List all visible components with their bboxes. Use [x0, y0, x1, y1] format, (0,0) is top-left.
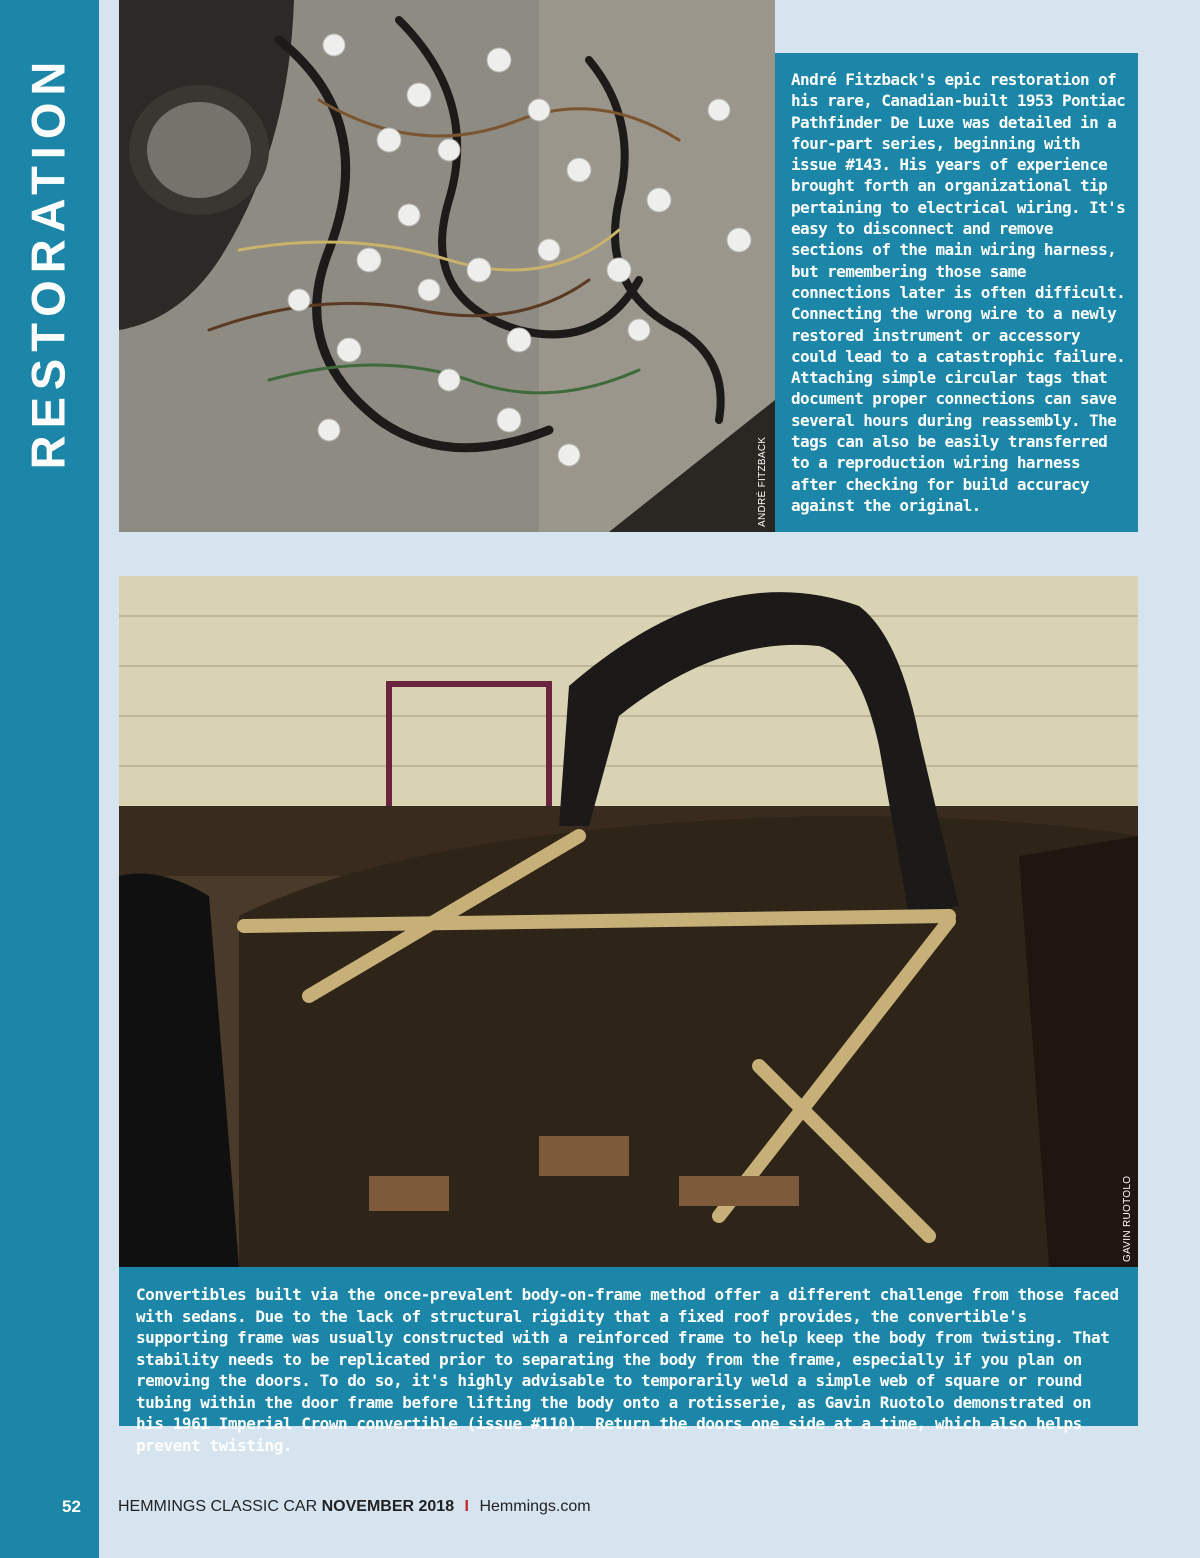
wiring-caption: André Fitzback's epic restoration of his rare, Canadian-built 1953 Pontiac Pathfinder De Luxe was detailed in a four-part series, beginning with issue #143. His years of experience brought forth an organizational tip pertaining to electrical wiring. It's easy to disconnect and remove sections of the main wiring harness, but remembering those same connections later is often difficult. Connecting the wrong wire to a newly restored instrument or accessory could lead to a catastrophic failure. Attaching simple circular tags that document proper connections can save several hours during reassembly. The tags can also be easily transferred to a reproduction wiring harness after checking for build accuracy against the original.	[775, 53, 1138, 532]
photo-credit-fitzback: ANDRÉ FITZBACK	[757, 436, 768, 527]
convertible-body-photo	[119, 576, 1138, 1267]
wiring-harness-illustration	[119, 0, 775, 532]
page-number: 52	[62, 1497, 81, 1516]
section-label: RESTORATION	[21, 54, 75, 470]
footer-separator: I	[464, 1498, 469, 1515]
convertible-body-illustration	[119, 576, 1138, 1267]
footer-website[interactable]: Hemmings.com	[479, 1498, 591, 1515]
footer-issue: NOVEMBER 2018	[321, 1498, 455, 1515]
footer-magazine: HEMMINGS CLASSIC CAR	[118, 1498, 318, 1515]
wiring-harness-photo	[119, 0, 775, 532]
section-sidebar	[0, 0, 99, 1558]
convertible-caption: Convertibles built via the once-prevalent body-on-frame method offer a different challenge from those faced with sedans. Due to the lack of structural rigidity that a fixed roof provides, the convertible's supporting frame was usually constructed with a reinforced frame to help keep the body from twisting. That stability needs to be replicated prior to separating the body from the frame, especially if you plan on removing the doors. To do so, it's highly advisable to temporarily weld a simple web of square or round tubing within the door frame before lifting the body onto a rotisserie, as Gavin Ruotolo demonstrated on his 1961 Imperial Crown convertible (issue #110). Return the doors one side at a time, which also helps prevent twisting.	[119, 1267, 1138, 1426]
photo-credit-ruotolo: GAVIN RUOTOLO	[1122, 1175, 1133, 1262]
page-footer	[118, 1498, 591, 1516]
